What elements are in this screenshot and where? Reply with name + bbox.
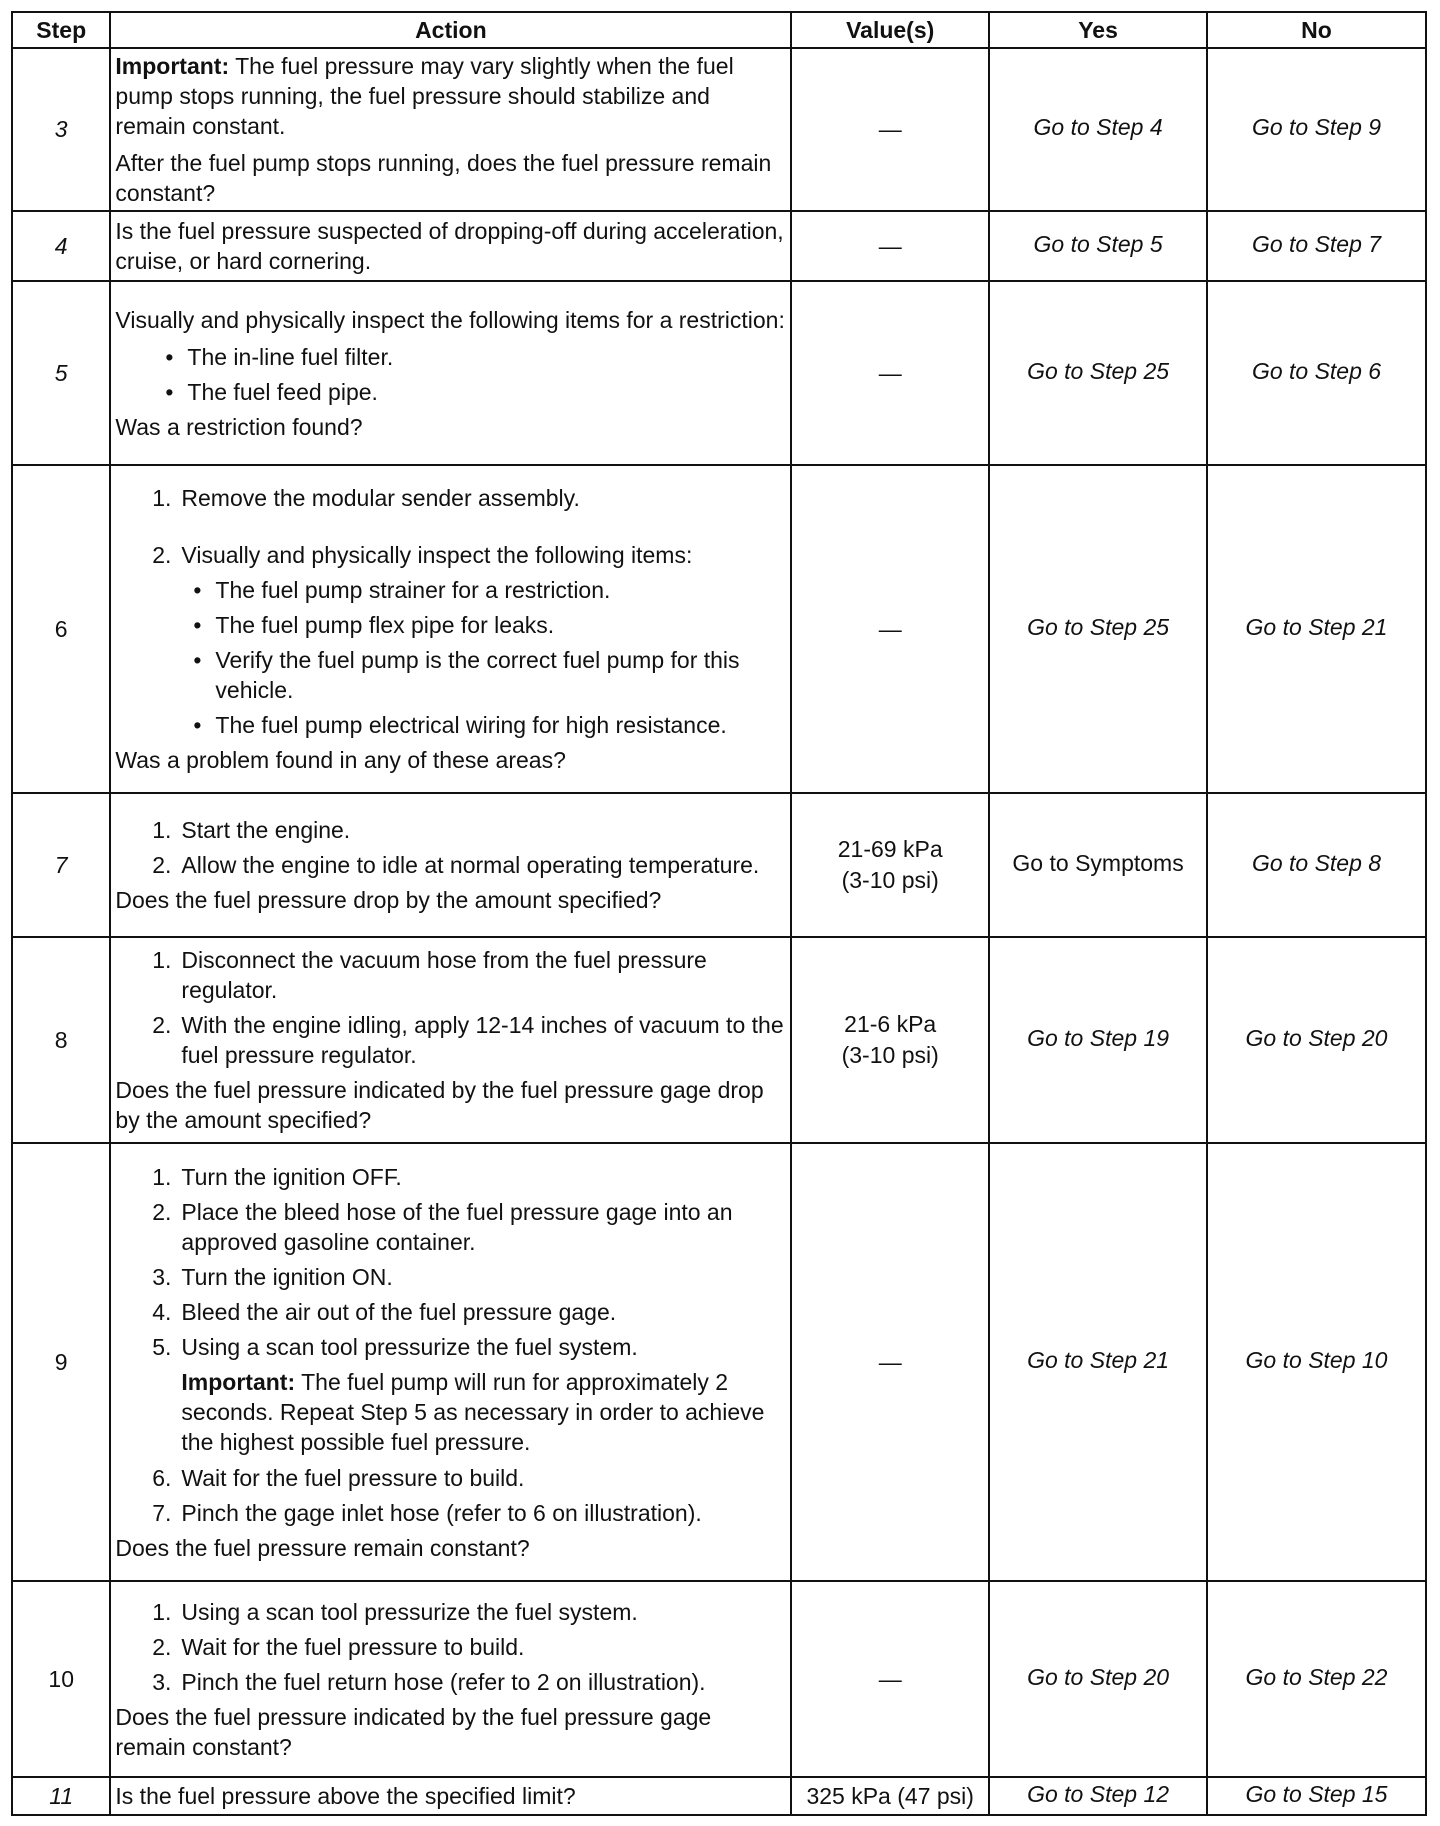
list-item: 1. Remove the modular sender assembly. — [152, 485, 580, 511]
no-result: Go to Step 9 — [1207, 48, 1426, 211]
list-item: 2. Allow the engine to idle at normal operating temperature. — [152, 852, 760, 878]
important-text: The fuel pressure may vary slightly when the fuel pump stops running, the fuel pressure should stabilize and remain constant. — [115, 53, 734, 139]
action-cell — [110, 1777, 791, 1815]
step-number: 9 — [12, 1143, 110, 1581]
header-step: Step — [12, 12, 110, 48]
list-item: • The fuel pump electrical wiring for high resistance. — [193, 712, 727, 738]
list-item: • Verify the fuel pump is the correct fuel pump for this vehicle. — [193, 647, 740, 703]
action-cell — [110, 1143, 791, 1581]
table-row — [12, 793, 1426, 937]
list-item: 4. Bleed the air out of the fuel pressure gage. — [152, 1298, 617, 1325]
step-number: 10 — [12, 1581, 110, 1777]
important-label: Important: — [181, 1368, 296, 1395]
step-number: 4 — [12, 211, 110, 281]
action-question: Does the fuel pressure indicated by the fuel pressure gage remain constant? — [115, 1703, 712, 1760]
step-number: 6 — [12, 465, 110, 793]
value-cell: — — [791, 211, 989, 281]
value-line: 21-69 kPa — [837, 836, 943, 862]
important-note — [115, 51, 786, 141]
table-row — [12, 1143, 1426, 1581]
table-row — [12, 465, 1426, 793]
value-cell: — — [791, 1143, 989, 1581]
no-result: Go to Step 20 — [1207, 937, 1426, 1143]
value-line: 21-6 kPa — [844, 1011, 937, 1037]
header-row — [12, 12, 1426, 48]
step-number: 3 — [12, 48, 110, 211]
header-no: No — [1207, 12, 1426, 48]
step-number: 5 — [12, 281, 110, 465]
value-cell: — — [791, 465, 989, 793]
list-item: 1. Disconnect the vacuum hose from the fuel pressure regulator. — [152, 947, 707, 1003]
list-item: 6. Wait for the fuel pressure to build. — [152, 1464, 525, 1491]
important-note — [115, 1367, 786, 1457]
important-label: Important: — [115, 53, 230, 79]
table-row — [12, 1581, 1426, 1777]
list-item: • The fuel pump flex pipe for leaks. — [193, 612, 555, 638]
list-item: 3. Pinch the fuel return hose (refer to 2 on illustration). — [152, 1668, 706, 1695]
table-row — [12, 937, 1426, 1143]
action-question: Is the fuel pressure suspected of dropping-off during acceleration, cruise, or hard cornering. — [115, 218, 784, 274]
action-question: Does the fuel pressure drop by the amount specified? — [115, 887, 662, 913]
value-cell: 325 kPa (47 psi) — [791, 1777, 989, 1815]
action-cell — [110, 937, 791, 1143]
list-item: 1. Start the engine. — [152, 817, 351, 843]
header-yes: Yes — [989, 12, 1207, 48]
action-question: Does the fuel pressure indicated by the fuel pressure gage drop by the amount specified? — [115, 1077, 764, 1133]
list-item: 7. Pinch the gage inlet hose (refer to 6 on illustration). — [152, 1499, 702, 1526]
no-result: Go to Step 6 — [1207, 281, 1426, 465]
yes-result: Go to Symptoms — [989, 793, 1207, 937]
list-item: 2. With the engine idling, apply 12-14 inches of vacuum to the fuel pressure regulator. — [152, 1012, 784, 1068]
action-intro: Visually and physically inspect the following items for a restriction: — [115, 306, 785, 333]
action-cell — [110, 281, 791, 465]
list-item: 5. Using a scan tool pressurize the fuel system. — [152, 1333, 638, 1360]
yes-result: Go to Step 25 — [989, 465, 1207, 793]
yes-result: Go to Step 5 — [989, 211, 1207, 281]
table-row — [12, 281, 1426, 465]
value-line: (3-10 psi) — [841, 1042, 939, 1068]
value-cell: — — [791, 1581, 989, 1777]
list-item: 2. Place the bleed hose of the fuel pressure gage into an approved gasoline container. — [152, 1198, 733, 1255]
action-question: Was a problem found in any of these areas? — [115, 747, 566, 773]
no-result: Go to Step 15 — [1207, 1777, 1426, 1815]
value-cell — [791, 793, 989, 937]
action-question: After the fuel pump stops running, does the fuel pressure remain constant? — [115, 150, 772, 206]
value-cell — [791, 937, 989, 1143]
list-item: 1. Using a scan tool pressurize the fuel system. — [152, 1598, 638, 1625]
yes-result: Go to Step 12 — [989, 1777, 1207, 1815]
no-result: Go to Step 21 — [1207, 465, 1426, 793]
step-number: 8 — [12, 937, 110, 1143]
table-row — [12, 48, 1426, 211]
no-result: Go to Step 22 — [1207, 1581, 1426, 1777]
action-question: Does the fuel pressure remain constant? — [115, 1534, 530, 1561]
action-question: Is the fuel pressure above the specified limit? — [115, 1783, 576, 1809]
list-item: • The fuel pump strainer for a restriction. — [193, 577, 611, 603]
value-cell: — — [791, 48, 989, 211]
list-item: 2. Wait for the fuel pressure to build. — [152, 1633, 525, 1660]
header-values: Value(s) — [791, 12, 989, 48]
action-cell — [110, 1581, 791, 1777]
action-question: Was a restriction found? — [115, 413, 363, 440]
action-cell — [110, 48, 791, 211]
yes-result: Go to Step 20 — [989, 1581, 1207, 1777]
table-row — [12, 211, 1426, 281]
step-number: 11 — [12, 1777, 110, 1815]
table-row — [12, 1777, 1426, 1815]
step-number: 7 — [12, 793, 110, 937]
no-result: Go to Step 8 — [1207, 793, 1426, 937]
important-text: The fuel pump will run for approximately 2 seconds. Repeat Step 5 as necessary in order to achieve the highest possible fuel pressure. — [181, 1368, 765, 1455]
action-cell — [110, 211, 791, 281]
action-cell — [110, 465, 791, 793]
list-item: 1. Turn the ignition OFF. — [152, 1163, 402, 1190]
no-result: Go to Step 10 — [1207, 1143, 1426, 1581]
value-line: (3-10 psi) — [841, 867, 939, 893]
action-cell — [110, 793, 791, 937]
yes-result: Go to Step 19 — [989, 937, 1207, 1143]
no-result: Go to Step 7 — [1207, 211, 1426, 281]
list-item: • The in-line fuel filter. — [165, 343, 394, 370]
header-action: Action — [110, 12, 791, 48]
list-item: 3. Turn the ignition ON. — [152, 1263, 393, 1290]
diagnostic-table — [11, 11, 1427, 1816]
list-item: 2. Visually and physically inspect the following items: — [152, 542, 693, 568]
yes-result: Go to Step 25 — [989, 281, 1207, 465]
yes-result: Go to Step 21 — [989, 1143, 1207, 1581]
list-item: • The fuel feed pipe. — [165, 378, 378, 405]
yes-result: Go to Step 4 — [989, 48, 1207, 211]
value-cell: — — [791, 281, 989, 465]
